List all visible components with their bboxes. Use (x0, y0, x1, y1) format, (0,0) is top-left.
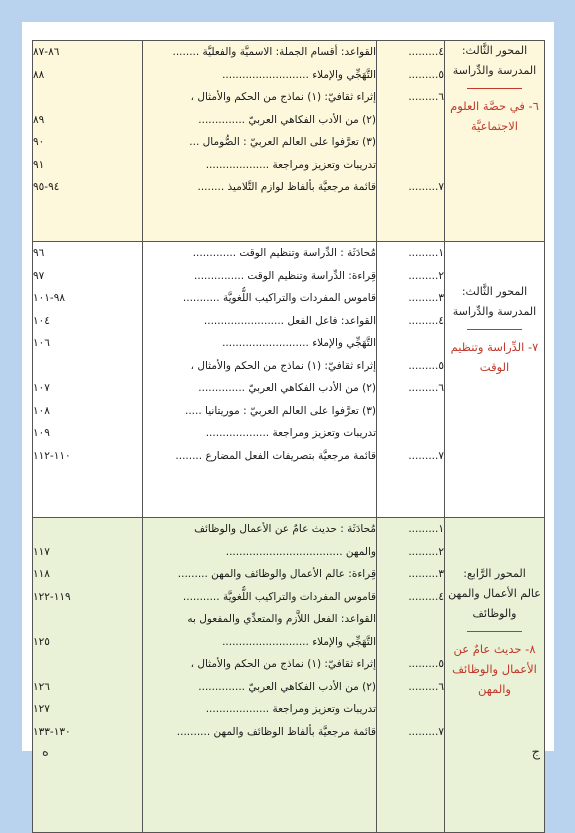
lesson-item: (٢) من الأدب الفكاهي العربيّ .............. (198, 382, 376, 394)
item-number (377, 400, 444, 423)
item-number: ٦......... (408, 680, 444, 693)
page-number: ١٠٤ (33, 314, 50, 327)
item-number: ٢......... (408, 269, 444, 282)
page-number: ٩١ (33, 158, 45, 171)
page-number: ٩٦ (33, 247, 45, 259)
page-number: ٩٤-٩٥ (33, 181, 60, 193)
lesson-item: قاموس المفردات والتراكيب اللُّغويَّة ........... (182, 292, 376, 304)
axis-title: المحور الثَّالث: (461, 44, 528, 57)
lesson-title: ٧- الدِّراسة وتنظيم (450, 340, 539, 354)
lesson-item: قِراءة: عالم الأعمال والوظائف والمهن ......... (177, 568, 376, 580)
lesson-item: (٣) تعرَّفوا على العالم العربيّ : موريتانيا ..... (185, 404, 376, 417)
lesson-item: القواعد: أقسام الجملة: الاسميَّة والفعليَّة ........ (172, 46, 376, 58)
axis-subtitle: والوظائف (472, 607, 517, 620)
item-number: ١......... (408, 523, 444, 535)
lesson-item: قائمة مرجعيَّة بألفاظ لوازم التَّلاميذ ........ (197, 181, 376, 193)
lesson-title: الوقت (479, 360, 510, 374)
item-number (377, 698, 444, 721)
item-number (377, 631, 444, 654)
page-letter-right: ج (531, 745, 540, 760)
divider (467, 88, 521, 89)
page-letter-left: ه (42, 745, 49, 760)
lesson-title: ٦- في حصَّة العلوم (450, 99, 539, 113)
page-number: ٩٠ (33, 136, 45, 148)
lesson-item: التَّهَجِّي والإملاء .......................... (222, 337, 376, 349)
page-number (33, 608, 142, 631)
lesson-item: القواعد: الفعل اللاَّزم والمتعدِّي والمفعول به (187, 613, 376, 625)
page-numbers-column (33, 242, 143, 518)
item-number: ٤......... (408, 314, 444, 327)
page-numbers-column (33, 41, 143, 242)
divider (467, 631, 521, 632)
lesson-title: والمهن (478, 682, 511, 696)
page-number: ٨٨ (33, 68, 45, 81)
item-number: ٣......... (408, 292, 444, 304)
item-number: ٦......... (408, 91, 444, 103)
page-number: ١١٧ (33, 545, 50, 558)
axis-title: المحور الرَّابع: (463, 567, 526, 580)
lesson-item: والمهن ................................... (225, 545, 376, 558)
item-number: ٤......... (408, 590, 444, 603)
page-number: ١٠٨ (33, 404, 50, 417)
lesson-item: قائمة مرجعيَّة بألفاظ الوظائف والمهن .......... (176, 725, 376, 738)
table-of-contents (32, 40, 545, 833)
item-number (377, 422, 444, 445)
lesson-items-column (143, 518, 377, 833)
item-number: ٧......... (408, 725, 444, 738)
item-number-column (377, 518, 445, 833)
page-number: ١٠٩ (33, 427, 50, 439)
item-number: ١......... (408, 247, 444, 259)
page-number: ٩٧ (33, 269, 45, 282)
item-number-column (377, 242, 445, 518)
item-number (377, 131, 444, 154)
page-number: ١٠٧ (33, 382, 50, 394)
page-number: ٩٨-١٠١ (33, 292, 65, 304)
book-page (22, 22, 554, 760)
lesson-item: (٢) من الأدب الفكاهي العربيّ .............. (198, 680, 376, 693)
lesson-item: مُحادَثَة : حديث عامٌ عن الأعمال والوظائف (194, 523, 376, 535)
item-number: ٣......... (408, 568, 444, 580)
item-number (377, 109, 444, 132)
axis-subtitle: المدرسة والدِّراسة (452, 305, 537, 318)
lesson-item: قِراءة: الدِّراسة وتنظيم الوقت ............... (194, 269, 376, 282)
lesson-item: قائمة مرجعيَّة بتصريفات الفعل المضارع ........ (175, 449, 376, 462)
item-number-column (377, 41, 445, 242)
toc-section (33, 242, 545, 518)
page-number (33, 86, 142, 109)
lesson-item: قاموس المفردات والتراكيب اللُّغويَّة ........... (182, 590, 376, 603)
lesson-item: القواعد: فاعل الفعل ........................ (203, 314, 376, 327)
page-number: ١١٩-١٢٢ (33, 590, 71, 603)
lesson-items-column (143, 41, 377, 242)
item-number (377, 332, 444, 355)
page-number: ١١٠-١١٢ (33, 449, 71, 462)
unit-cell (445, 41, 545, 242)
page-number (33, 355, 142, 378)
page-number: ١٢٥ (33, 635, 50, 648)
page-number: ٨٩ (33, 113, 45, 126)
item-number: ٦......... (408, 382, 444, 394)
item-number: ٤......... (408, 46, 444, 58)
item-number: ٧......... (408, 181, 444, 193)
item-number: ٥......... (408, 359, 444, 372)
lesson-item: (٣) تعرَّفوا على العالم العربيّ : الصُّومال ... (189, 136, 376, 148)
lesson-items-column (143, 242, 377, 518)
lesson-title: الاجتماعيَّة (471, 119, 518, 133)
lesson-item: (٢) من الأدب الفكاهي العربيّ .............. (198, 113, 376, 126)
lesson-title: ٨- حديث عامٌ عن (453, 642, 536, 656)
page-number: ١٣٠-١٣٣ (33, 725, 71, 738)
page-number (33, 518, 142, 541)
page-number: ١١٨ (33, 568, 50, 580)
lesson-title: الأعمال والوظائف (452, 662, 537, 676)
toc-section (33, 41, 545, 242)
lesson-item: إثراء ثقافيّ: (١) نماذج من الحكم والأمثال ، (190, 91, 376, 103)
page-number: ١٢٦ (33, 680, 50, 693)
item-number: ٢......... (408, 545, 444, 558)
page-numbers-column (33, 518, 143, 833)
axis-title: المحور الثَّالث: (461, 285, 528, 298)
lesson-item: التَّهَجِّي والإملاء .......................... (222, 635, 376, 648)
lesson-item: إثراء ثقافيّ: (١) نماذج من الحكم والأمثال ، (190, 359, 376, 372)
page-number: ١٠٦ (33, 337, 50, 349)
axis-subtitle: المدرسة والدِّراسة (452, 64, 537, 77)
lesson-item: إثراء ثقافيّ: (١) نماذج من الحكم والأمثال ، (190, 658, 376, 670)
item-number (377, 608, 444, 631)
page-number (33, 653, 142, 676)
lesson-item: تدريبات وتعزيز ومراجعة ................... (205, 427, 376, 439)
page-number: ٨٦-٨٧ (33, 46, 60, 58)
toc-section (33, 518, 545, 833)
divider (467, 329, 521, 330)
item-number (377, 154, 444, 177)
unit-cell (445, 518, 545, 833)
page-number: ١٢٧ (33, 703, 50, 715)
item-number: ٧......... (408, 449, 444, 462)
lesson-item: تدريبات وتعزيز ومراجعة ................... (205, 703, 376, 715)
item-number: ٥......... (408, 658, 444, 670)
axis-subtitle: عالم الأعمال والمهن (448, 587, 541, 600)
lesson-item: تدريبات وتعزيز ومراجعة ................... (205, 158, 376, 171)
item-number: ٥......... (408, 68, 444, 81)
unit-cell (445, 242, 545, 518)
lesson-item: التَّهَجِّي والإملاء .......................... (222, 68, 376, 81)
lesson-item: مُحادَثَة : الدِّراسة وتنظيم الوقت ............. (192, 247, 376, 259)
